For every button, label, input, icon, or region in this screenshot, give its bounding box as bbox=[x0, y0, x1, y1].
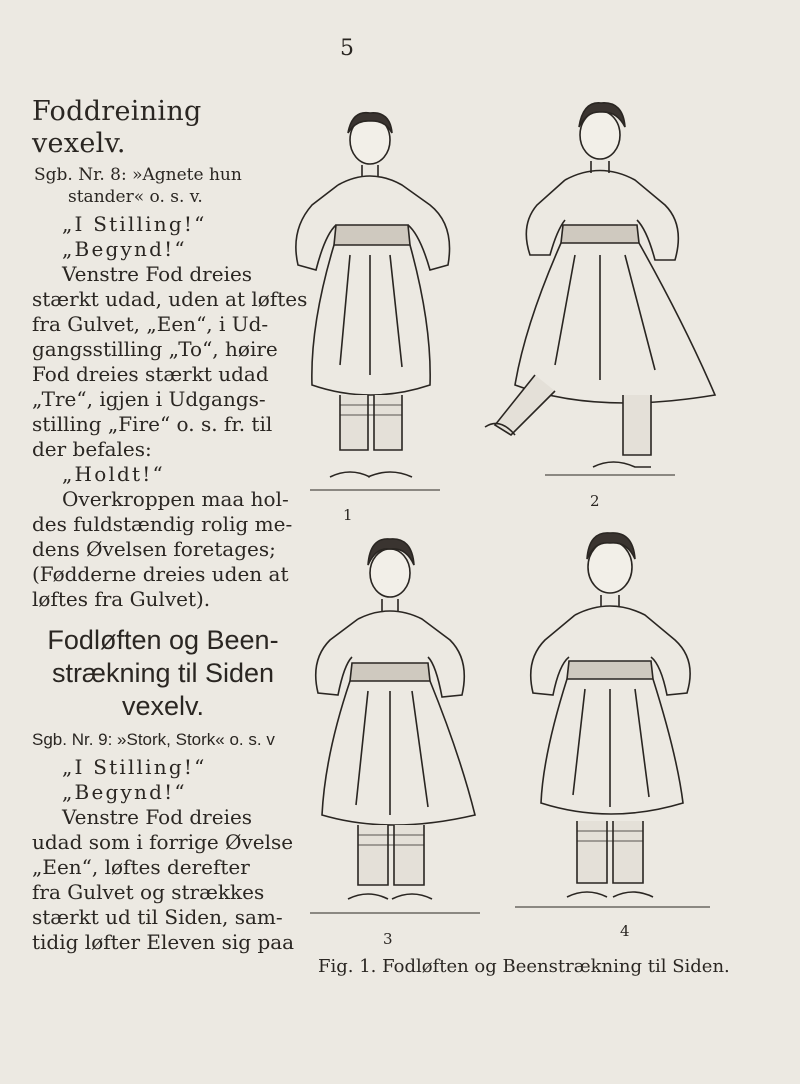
body-line: „Een“, løftes derefter bbox=[32, 855, 250, 879]
body-line: dens Øvelsen foretages; bbox=[32, 537, 276, 561]
body-line: Fod dreies stærkt udad bbox=[32, 362, 269, 386]
body-line: fra Gulvet og strækkes bbox=[32, 880, 265, 904]
command-begynd: „Begynd!“ bbox=[62, 237, 187, 261]
body-line: der befales: bbox=[32, 437, 152, 461]
figure-label-2: 2 bbox=[590, 492, 600, 510]
page-number: 5 bbox=[340, 36, 354, 61]
body-line: stærkt ud til Siden, sam- bbox=[32, 905, 283, 929]
figure-4-illustration bbox=[515, 525, 715, 920]
figure-3-illustration bbox=[300, 525, 500, 920]
section-heading-foddreining: Foddreining vexelv. bbox=[32, 96, 202, 159]
song-reference: Sgb. Nr. 9: »Stork, Stork« o. s. v bbox=[32, 730, 275, 749]
figure-label-4: 4 bbox=[620, 922, 630, 940]
song-reference: Sgb. Nr. 8: »Agnete hun bbox=[34, 165, 242, 185]
body-line: tidig løfter Eleven sig paa bbox=[32, 930, 295, 954]
body-line: Venstre Fod dreies bbox=[62, 262, 253, 286]
body-line: „Tre“, igjen i Udgangs- bbox=[32, 387, 266, 411]
body-line: gangsstilling „To“, høire bbox=[32, 337, 278, 361]
body-line: Venstre Fod dreies bbox=[62, 805, 253, 829]
body-line: løftes fra Gulvet). bbox=[32, 587, 211, 611]
body-line: stilling „Fire“ o. s. fr. til bbox=[32, 412, 273, 436]
figure-label-3: 3 bbox=[383, 930, 393, 948]
body-line: (Fødderne dreies uden at bbox=[32, 562, 289, 586]
command-stilling: „I Stilling!“ bbox=[62, 755, 207, 779]
figure-label-1: 1 bbox=[343, 506, 353, 524]
body-line: fra Gulvet, „Een“, i Ud- bbox=[32, 312, 269, 336]
section-heading-fodloeften: Fodløften og Been- bbox=[47, 625, 279, 655]
body-line: stærkt udad, uden at løftes bbox=[32, 287, 308, 311]
section-heading-fodloeften-line2: strækning til Siden bbox=[51, 658, 275, 688]
body-line: udad som i forrige Øvelse bbox=[32, 830, 294, 854]
figure-2-illustration bbox=[475, 95, 735, 495]
body-line: des fuldstændig rolig me- bbox=[32, 512, 293, 536]
text-column bbox=[32, 96, 308, 955]
song-reference-cont: stander« o. s. v. bbox=[68, 187, 203, 207]
figure-1-illustration bbox=[290, 105, 460, 505]
command-begynd: „Begynd!“ bbox=[62, 780, 187, 804]
command-holdt: „Holdt!“ bbox=[62, 462, 165, 486]
body-line: Overkroppen maa hol- bbox=[62, 487, 289, 511]
figure-caption: Fig. 1. Fodløften og Beenstrækning til Siden. bbox=[318, 956, 730, 977]
command-stilling: „I Stilling!“ bbox=[62, 212, 207, 236]
section-heading-fodloeften-line3: vexelv. bbox=[121, 691, 205, 721]
